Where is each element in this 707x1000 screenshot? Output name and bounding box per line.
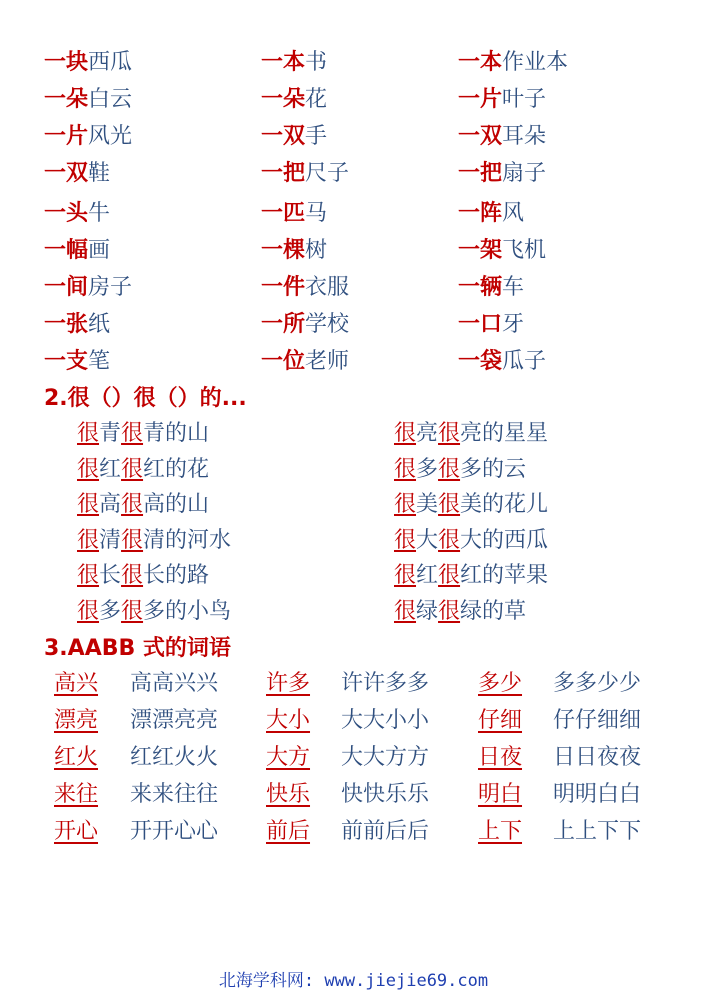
aabb-word: 明明白白 <box>553 782 642 807</box>
aabb-word: 日日夜夜 <box>553 745 642 770</box>
measure-word-item <box>44 48 132 77</box>
measure-word-item <box>44 199 110 228</box>
noun: 手 <box>305 124 328 149</box>
hen-phrase <box>394 562 548 590</box>
noun: 花 <box>305 87 328 112</box>
noun: 扇子 <box>502 161 547 186</box>
measure-word-item <box>458 159 546 188</box>
measure-word: 一朵 <box>261 86 306 112</box>
measure-word: 一片 <box>458 86 503 112</box>
hen-phrase <box>77 456 209 484</box>
measure-word-item <box>261 199 327 228</box>
noun: 车 <box>502 275 525 300</box>
hen-char: 很 <box>438 563 461 588</box>
hen-char: 很 <box>77 563 100 588</box>
hen-char: 很 <box>394 598 417 624</box>
hen-phrase <box>77 491 209 519</box>
measure-word-item <box>261 273 349 302</box>
measure-word-item <box>261 347 349 376</box>
noun: 鞋 <box>88 161 111 186</box>
aabb-word: 大大方方 <box>341 745 430 770</box>
measure-word-item <box>458 122 546 151</box>
noun: 画 <box>88 238 111 263</box>
measure-word-item <box>458 347 546 376</box>
hen-phrase <box>77 598 231 626</box>
noun: 风 <box>502 201 525 226</box>
adjective: 大 <box>416 527 439 553</box>
hen-char: 很 <box>121 598 144 624</box>
aabb-word: 仔仔细细 <box>553 708 642 733</box>
base-word: 多少 <box>478 671 523 696</box>
measure-word-item <box>261 122 327 151</box>
noun: 瓜子 <box>502 349 547 374</box>
aabb-word: 快快乐乐 <box>341 782 430 807</box>
adjective: 高 <box>99 492 122 517</box>
base-word: 开心 <box>54 819 99 844</box>
noun: 衣服 <box>305 275 350 300</box>
hen-char: 很 <box>121 492 144 517</box>
noun: 笔 <box>88 349 111 374</box>
hen-phrase <box>394 456 526 484</box>
phrase-tail: 长的路 <box>143 563 210 588</box>
measure-word-item <box>44 310 110 339</box>
section-2-heading: 2.很（）很（）的... <box>44 386 247 411</box>
hen-phrase <box>77 420 209 448</box>
adjective: 美 <box>416 492 439 517</box>
measure-word-item <box>44 159 110 188</box>
hen-char: 很 <box>77 492 100 517</box>
measure-word-item <box>261 310 349 339</box>
base-word: 上下 <box>478 819 523 844</box>
measure-word: 一张 <box>44 311 89 337</box>
measure-word-item <box>458 310 524 339</box>
aabb-word: 来来往往 <box>130 782 219 807</box>
base-word: 高兴 <box>54 671 99 696</box>
adjective: 长 <box>99 563 122 588</box>
measure-word: 一头 <box>44 200 89 226</box>
aabb-word: 上上下下 <box>553 819 642 844</box>
hen-char: 很 <box>438 456 461 482</box>
hen-char: 很 <box>438 421 461 446</box>
hen-phrase <box>394 420 548 448</box>
hen-char: 很 <box>394 421 417 446</box>
hen-phrase <box>394 598 526 626</box>
noun: 书 <box>305 50 328 75</box>
noun: 耳朵 <box>502 124 547 149</box>
hen-char: 很 <box>121 456 144 482</box>
base-word: 前后 <box>266 819 311 844</box>
noun: 老师 <box>305 349 350 374</box>
aabb-word: 高高兴兴 <box>130 671 219 696</box>
measure-word: 一间 <box>44 274 89 300</box>
adjective: 青 <box>99 421 122 446</box>
phrase-tail: 多的云 <box>460 456 527 482</box>
base-word: 红火 <box>54 745 99 770</box>
measure-word: 一袋 <box>458 348 503 374</box>
phrase-tail: 红的苹果 <box>460 563 549 588</box>
measure-word: 一件 <box>261 274 306 300</box>
noun: 白云 <box>88 87 133 112</box>
noun: 马 <box>305 201 328 226</box>
base-word: 许多 <box>266 671 311 696</box>
base-word: 来往 <box>54 782 99 807</box>
measure-word: 一双 <box>261 123 306 149</box>
noun: 作业本 <box>502 50 569 75</box>
measure-word-item <box>458 48 568 77</box>
noun: 叶子 <box>502 87 547 112</box>
noun: 西瓜 <box>88 50 133 75</box>
measure-word-item <box>261 85 327 114</box>
phrase-tail: 红的花 <box>143 456 210 482</box>
noun: 风光 <box>88 124 133 149</box>
noun: 房子 <box>88 275 133 300</box>
section-3-heading: 3.AABB 式的词语 <box>44 636 231 661</box>
base-word: 日夜 <box>478 745 523 770</box>
noun: 学校 <box>305 312 350 337</box>
hen-char: 很 <box>121 421 144 446</box>
hen-char: 很 <box>77 456 100 482</box>
hen-char: 很 <box>77 527 100 553</box>
measure-word: 一双 <box>458 123 503 149</box>
measure-word: 一幅 <box>44 237 89 263</box>
measure-word-item <box>261 48 327 77</box>
hen-char: 很 <box>394 492 417 517</box>
aabb-word: 开开心心 <box>130 819 219 844</box>
aabb-word: 漂漂亮亮 <box>130 708 219 733</box>
aabb-word: 红红火火 <box>130 745 219 770</box>
aabb-word: 大大小小 <box>341 708 430 733</box>
phrase-tail: 美的花儿 <box>460 492 549 517</box>
hen-char: 很 <box>438 492 461 517</box>
phrase-tail: 清的河水 <box>143 527 232 553</box>
hen-phrase <box>394 491 548 519</box>
noun: 尺子 <box>305 161 350 186</box>
noun: 纸 <box>88 312 111 337</box>
measure-word: 一朵 <box>44 86 89 112</box>
measure-word: 一辆 <box>458 274 503 300</box>
measure-word: 一匹 <box>261 200 306 226</box>
measure-word-item <box>44 85 132 114</box>
measure-word: 一把 <box>261 160 306 186</box>
measure-word: 一本 <box>261 49 306 75</box>
hen-char: 很 <box>394 527 417 553</box>
aabb-word: 许许多多 <box>341 671 430 696</box>
measure-word: 一架 <box>458 237 503 263</box>
hen-char: 很 <box>121 563 144 588</box>
base-word: 明白 <box>478 782 523 807</box>
phrase-tail: 多的小鸟 <box>143 598 232 624</box>
measure-word: 一阵 <box>458 200 503 226</box>
phrase-tail: 青的山 <box>143 421 210 446</box>
measure-word: 一双 <box>44 160 89 186</box>
phrase-tail: 绿的草 <box>460 598 527 624</box>
phrase-tail: 亮的星星 <box>460 421 549 446</box>
hen-char: 很 <box>438 598 461 624</box>
measure-word: 一位 <box>261 348 306 374</box>
measure-word: 一本 <box>458 49 503 75</box>
measure-word: 一棵 <box>261 237 306 263</box>
hen-char: 很 <box>121 527 144 553</box>
measure-word: 一支 <box>44 348 89 374</box>
adjective: 绿 <box>416 598 439 624</box>
base-word: 大小 <box>266 708 311 733</box>
hen-char: 很 <box>438 527 461 553</box>
adjective: 红 <box>99 456 122 482</box>
noun: 牛 <box>88 201 111 226</box>
adjective: 多 <box>416 456 439 482</box>
measure-word: 一所 <box>261 311 306 337</box>
phrase-tail: 大的西瓜 <box>460 527 549 553</box>
measure-word-item <box>44 347 110 376</box>
measure-word-item <box>458 199 524 228</box>
measure-word: 一块 <box>44 49 89 75</box>
noun: 树 <box>305 238 328 263</box>
noun: 牙 <box>502 312 525 337</box>
base-word: 仔细 <box>478 708 523 733</box>
measure-word: 一片 <box>44 123 89 149</box>
phrase-tail: 高的山 <box>143 492 210 517</box>
adjective: 红 <box>416 563 439 588</box>
measure-word: 一口 <box>458 311 503 337</box>
hen-phrase <box>77 562 209 590</box>
measure-word-item <box>44 273 132 302</box>
hen-char: 很 <box>77 598 100 624</box>
aabb-word: 前前后后 <box>341 819 430 844</box>
aabb-word: 多多少少 <box>553 671 642 696</box>
hen-phrase <box>394 527 548 555</box>
measure-word: 一把 <box>458 160 503 186</box>
measure-word-item <box>458 85 546 114</box>
measure-word-item <box>458 273 524 302</box>
measure-word-item <box>261 236 327 265</box>
hen-char: 很 <box>394 456 417 482</box>
base-word: 大方 <box>266 745 311 770</box>
hen-char: 很 <box>77 421 100 446</box>
adjective: 清 <box>99 527 122 553</box>
hen-char: 很 <box>394 563 417 588</box>
noun: 飞机 <box>502 238 547 263</box>
adjective: 亮 <box>416 421 439 446</box>
measure-word-item <box>44 122 132 151</box>
measure-word-item <box>261 159 349 188</box>
base-word: 漂亮 <box>54 708 99 733</box>
hen-phrase <box>77 527 231 555</box>
base-word: 快乐 <box>266 782 311 807</box>
measure-word-item <box>458 236 546 265</box>
measure-word-item <box>44 236 110 265</box>
adjective: 多 <box>99 598 122 624</box>
footer-watermark: 北海学科网: www.jiejie69.com <box>218 971 489 991</box>
